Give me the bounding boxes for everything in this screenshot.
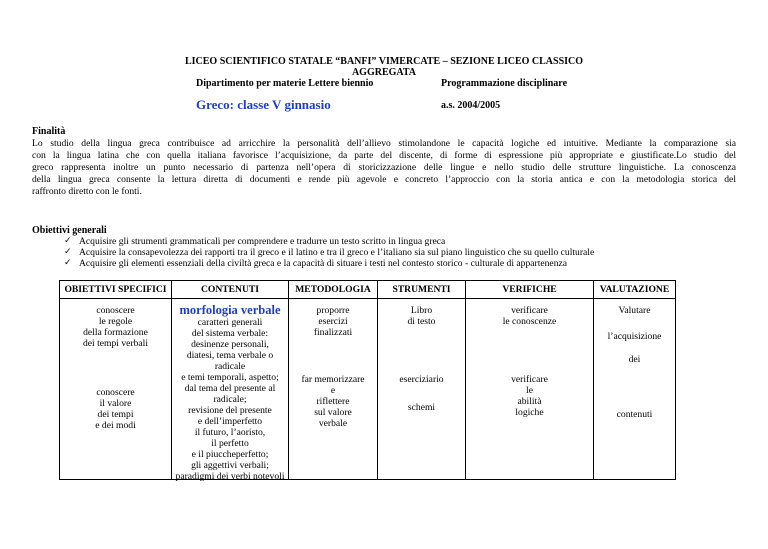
contenuti-line: desinenze personali,	[191, 339, 269, 350]
metodologia-line: e	[330, 385, 336, 396]
obiettivo-line: dei tempi	[97, 409, 134, 420]
school-year: a.s. 2004/2005	[441, 100, 501, 111]
metodologia-line: verbale	[318, 418, 348, 429]
obiettivo-line: dei tempi verbali	[82, 338, 148, 349]
list-item	[64, 258, 594, 269]
table-header-row	[60, 281, 676, 299]
metodologia-line: proporre	[316, 305, 350, 316]
contenuti-line: il futuro, l’aoristo,	[194, 427, 266, 438]
strumenti-line: eserciziario	[399, 374, 444, 385]
contenuti-title: morfologia verbale	[179, 303, 281, 317]
department-label: Dipartimento per materie Lettere biennio	[196, 78, 374, 89]
check-icon: ✓	[64, 258, 72, 268]
school-title	[0, 56, 768, 78]
obiettivo-line: della formazione	[83, 327, 148, 338]
verifiche-line: le conoscenze	[502, 316, 557, 327]
strumenti-line: Libro	[410, 305, 433, 316]
contenuti-line: il perfetto	[211, 438, 249, 449]
contenuti-line: paradigmi dei verbi notevoli	[175, 471, 285, 482]
valutazione-line: contenuti	[616, 409, 653, 420]
finalita-line: Lo studio della lingua greca contribuisce ad arricchire la personalità dell’allievo stimolandone le capacità logiche ed intuitive. Mediante la comparazione sia	[32, 138, 736, 149]
metodologia-line: sul valore	[314, 407, 352, 418]
metodologia-line: riflettere	[316, 396, 350, 407]
subject-title: Greco: classe V ginnasio	[196, 97, 331, 112]
obiettivo-line: le regole	[98, 316, 133, 327]
contenuti-line: e dell’imperfetto	[197, 416, 263, 427]
check-icon: ✓	[64, 236, 72, 246]
verifiche-line: verificare	[511, 305, 548, 316]
contenuti-line: dal tema del presente al radicale;	[184, 383, 276, 405]
school-title-line2: AGGREGATA	[351, 67, 417, 78]
contenuti-line: diatesi, tema verbale o radicale	[186, 350, 274, 372]
finalita-line: della lingua greca consente la lettura diretta di documenti e rende più agevole e concreto l’approccio con la storia antica e con la metodologia storica del	[32, 174, 736, 185]
obiettivo-text: Acquisire gli strumenti grammaticali per comprendere e tradurre un testo scritto in lingua greca	[79, 236, 446, 247]
check-icon: ✓	[64, 247, 72, 257]
verifiche-line: logiche	[515, 407, 544, 418]
programming-table	[59, 280, 676, 480]
cell-metodologia	[289, 299, 378, 480]
table-row	[60, 299, 676, 480]
list-item	[64, 247, 594, 258]
obiettivo-line: e dei modi	[95, 420, 136, 431]
obiettivi-heading: Obiettivi generali	[32, 225, 107, 236]
header-valutazione: VALUTAZIONE	[594, 281, 676, 299]
finalita-line: greco rappresenta inoltre un punto necessario di partenza nell’opera di storicizzazione delle lingue e nello studio delle strutture linguistiche. La conoscenza	[32, 162, 736, 173]
header-strumenti: STRUMENTI	[378, 281, 466, 299]
header-verifiche: VERIFICHE	[466, 281, 594, 299]
cell-obiettivi	[60, 299, 172, 480]
verifiche-line: le	[526, 385, 533, 396]
cell-contenuti	[172, 299, 289, 480]
obiettivo-text: Acquisire gli elementi essenziali della civiltà greca e la capacità di situare i testi nel contesto storico - culturale di appartenenza	[79, 258, 568, 269]
header-metodologia: METODOLOGIA	[289, 281, 378, 299]
contenuti-line: caratteri generali	[197, 317, 263, 328]
valutazione-line: dei	[628, 354, 641, 365]
cell-strumenti	[378, 299, 466, 480]
list-item	[64, 236, 594, 247]
metodologia-line: esercizi	[318, 316, 348, 327]
school-title-line1: LICEO SCIENTIFICO STATALE “BANFI” VIMERCATE – SEZIONE LICEO CLASSICO	[184, 56, 584, 67]
obiettivi-list	[64, 236, 594, 269]
verifiche-line: verificare	[511, 374, 548, 385]
strumenti-line: di testo	[407, 316, 436, 327]
metodologia-line: far memorizzare	[301, 374, 365, 385]
valutazione-line: Valutare	[618, 305, 651, 316]
cell-verifiche	[466, 299, 594, 480]
contenuti-line: del sistema verbale:	[191, 328, 269, 339]
finalita-line: raffronto diretto con le fonti.	[32, 186, 142, 197]
obiettivo-line: conoscere	[96, 387, 135, 398]
contenuti-line: e il piuccheperfetto;	[191, 449, 269, 460]
valutazione-line: l’acquisizione	[607, 331, 662, 342]
header-obiettivi: OBIETTIVI SPECIFICI	[60, 281, 172, 299]
contenuti-line: revisione del presente	[188, 405, 272, 416]
metodologia-line: finalizzati	[313, 327, 353, 338]
obiettivo-line: il valore	[99, 398, 132, 409]
contenuti-line: e temi temporali, aspetto;	[181, 372, 279, 383]
verifiche-line: abilità	[517, 396, 542, 407]
cell-valutazione	[594, 299, 676, 480]
finalita-line: con la lingua latina che con quella italiana favorisce l’acquisizione, da parte del discente, di forme di espressione più appropriate e giustificate.Lo studio del	[32, 150, 736, 161]
finalita-heading: Finalità	[32, 126, 66, 137]
header-contenuti: CONTENUTI	[172, 281, 289, 299]
strumenti-line: schemi	[407, 402, 436, 413]
finalita-paragraph	[32, 138, 736, 198]
programming-label: Programmazione disciplinare	[441, 78, 568, 89]
obiettivo-text: Acquisire la consapevolezza dei rapporti tra il greco e il latino e tra il greco e l’italiano sia sul piano linguistico che su quello culturale	[79, 247, 595, 258]
obiettivo-line: conoscere	[96, 305, 135, 316]
contenuti-line: gli aggettivi verbali;	[191, 460, 269, 471]
